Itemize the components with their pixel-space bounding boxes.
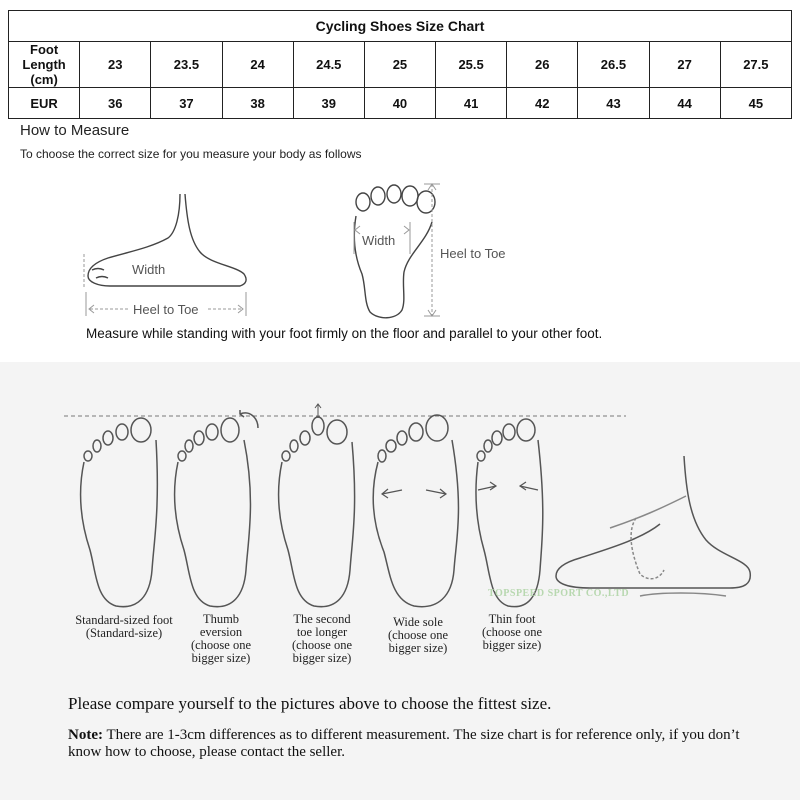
how-to-measure-title: How to Measure <box>20 122 130 139</box>
foot-thumb-eversion-icon <box>175 410 258 607</box>
caption-wide-sole <box>376 616 460 655</box>
note-label: Note: <box>68 727 103 743</box>
foot-length-cell: 23.5 <box>151 42 222 88</box>
size-chart-title: Cycling Shoes Size Chart <box>9 11 792 42</box>
caption-line: (choose one <box>291 638 353 652</box>
watermark-text: TOPSPEED SPORT CO.,LTD <box>488 588 630 599</box>
sole-width-label: Width <box>362 233 396 248</box>
foot-second-toe-longer-icon <box>279 404 355 607</box>
caption-line: Standard-sized foot <box>75 613 173 627</box>
caption-line: (choose one <box>190 638 252 652</box>
size-chart-title-row <box>9 11 792 42</box>
sole-length-dimension <box>424 184 440 316</box>
foot-length-cell: 27 <box>649 42 720 88</box>
eur-cell: 42 <box>507 88 578 119</box>
eur-cell: 37 <box>151 88 222 119</box>
sole-foot-illustration <box>354 185 435 318</box>
caption-standard <box>64 614 184 640</box>
foot-length-cell: 25.5 <box>436 42 507 88</box>
eur-cell: 38 <box>222 88 293 119</box>
size-chart-table <box>8 10 792 119</box>
eur-cell: 36 <box>80 88 151 119</box>
caption-second-toe-longer <box>280 613 364 665</box>
eur-cell: 40 <box>364 88 435 119</box>
measure-instruction: Measure while standing with your foot firmly on the floor and parallel to your other foot. <box>86 326 603 341</box>
foot-length-cell: 24 <box>222 42 293 88</box>
foot-length-label: Foot Length (cm) <box>9 42 80 88</box>
sole-length-label: Heel to Toe <box>440 246 506 261</box>
caption-line: (Standard-size) <box>85 626 163 640</box>
foot-length-cell: 24.5 <box>293 42 364 88</box>
foot-types-illustration <box>0 400 800 640</box>
caption-line: toe longer <box>296 625 348 639</box>
foot-length-cell: 25 <box>364 42 435 88</box>
note-text: There are 1-3cm differences as to different measurement. The size chart is for reference only, if you don’t know how to choose, please contact the seller. <box>68 727 740 760</box>
caption-line: bigger size) <box>191 651 251 665</box>
foot-length-cell: 26.5 <box>578 42 649 88</box>
caption-thin-foot <box>470 613 554 652</box>
foot-length-row <box>9 42 792 88</box>
eur-cell: 45 <box>720 88 791 119</box>
eur-label: EUR <box>9 88 80 119</box>
foot-length-cell: 27.5 <box>720 42 791 88</box>
caption-line: bigger size) <box>388 641 448 655</box>
foot-length-cell: 23 <box>80 42 151 88</box>
foot-thin-icon <box>476 419 543 607</box>
caption-line: The second <box>293 612 351 626</box>
side-width-label: Width <box>132 262 166 277</box>
caption-line: bigger size) <box>292 651 352 665</box>
caption-line: eversion <box>199 625 243 639</box>
measure-diagrams <box>0 170 800 330</box>
foot-standard-icon <box>81 418 158 607</box>
foot-side-fit-icon <box>556 456 750 596</box>
eur-cell: 43 <box>578 88 649 119</box>
eur-cell: 41 <box>436 88 507 119</box>
caption-thumb-eversion <box>176 613 266 665</box>
foot-wide-sole-icon <box>373 415 458 607</box>
eur-cell: 44 <box>649 88 720 119</box>
side-foot-illustration <box>88 194 246 286</box>
caption-line: (choose one <box>387 628 449 642</box>
eur-row <box>9 88 792 119</box>
eur-cell: 39 <box>293 88 364 119</box>
caption-line: Thumb <box>202 612 240 626</box>
foot-length-cell: 26 <box>507 42 578 88</box>
how-to-measure-subtitle: To choose the correct size for you measure your body as follows <box>20 147 362 161</box>
caption-line: bigger size) <box>482 638 542 652</box>
caption-line: Wide sole <box>393 615 443 629</box>
side-length-label: Heel to Toe <box>133 302 199 317</box>
caption-line: (choose one <box>481 625 543 639</box>
caption-line: Thin foot <box>488 612 536 626</box>
compare-instruction: Please compare yourself to the pictures above to choose the fittest size. <box>68 694 552 713</box>
size-note <box>68 727 748 761</box>
